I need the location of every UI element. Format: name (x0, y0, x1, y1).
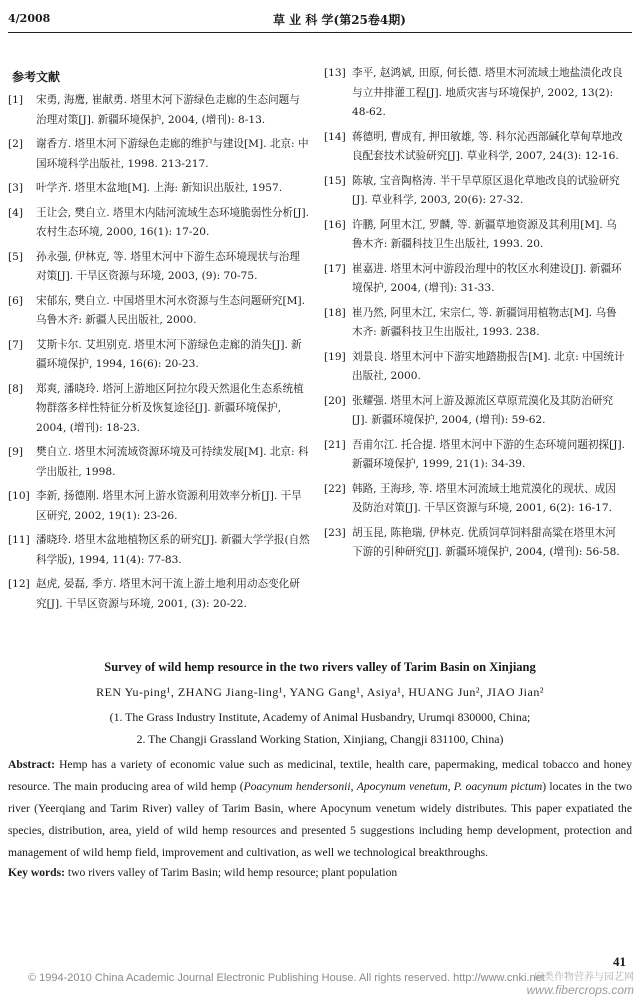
reference-text: 韩路, 王海珍, 等. 塔里木河流域土地荒漠化的现状、成因及防治对策[J]. 干旱区资源与环境, 2001, 6(2): 16-17. (352, 482, 616, 514)
keywords-label: Key words: (8, 866, 65, 879)
reference-item (8, 531, 310, 570)
reference-item (8, 179, 310, 199)
reference-text: 王让会, 樊自立. 塔里木内陆河流域生态环境脆弱性分析[J]. 农村生态环境, 2000, 16(1): 17-20. (36, 206, 310, 238)
reference-number: [10] (8, 490, 30, 502)
reference-text: 赵虎, 晏磊, 季方. 塔里木河干流上游土地利用动态变化研究[J]. 干旱区资源与环境, 2001, (3): 20-22. (36, 578, 300, 610)
reference-item (8, 91, 310, 130)
reference-item (324, 260, 626, 299)
reference-item (324, 216, 626, 255)
species-name-2: Apocynum venetum (356, 780, 448, 793)
reference-number: [7] (8, 338, 24, 351)
reference-number: [20] (324, 394, 346, 407)
reference-number: [8] (8, 382, 24, 395)
reference-number: [1] (8, 94, 24, 106)
author-list: REN Yu-ping¹, ZHANG Jiang-ling¹, YANG Gang¹, Asiya¹, HUANG Jun², JIAO Jian² (96, 685, 544, 699)
reference-text: 崔嘉进. 塔里木河中游段治理中的牧区水利建设[J]. 新疆环境保护, 2004, (增刊): 31-33. (352, 262, 622, 294)
reference-text: 陈敏, 宝音陶格涛. 半干旱草原区退化草地改良的试验研究[J]. 草业科学, 2003, 20(6): 27-32. (352, 174, 620, 206)
reference-number: [5] (8, 250, 24, 263)
issue-label: 4/2008 (8, 12, 51, 25)
reference-text: 李平, 赵鸿斌, 田原, 何长德. 塔里木河流域土地盐渍化改良与立井排灌工程[J]. 地质灾害与环境保护, 2002, 13(2): 48-62. (352, 67, 623, 118)
reference-item (8, 248, 310, 287)
abstract-label: Abstract: (8, 758, 56, 771)
site-watermark (527, 972, 634, 996)
reference-number: [23] (324, 526, 346, 539)
reference-text: 叶学齐. 塔里木盆地[M]. 上海: 新知识出版社, 1957. (36, 182, 283, 194)
reference-text: 胡玉昆, 陈艳瑞, 伊林克. 优质饲草饲料甜高粱在塔里木河下游的引种研究[J]. 新疆环境保护, 2004, (增刊): 56-58. (352, 526, 620, 558)
reference-text: 郑爽, 潘晓玲. 塔河上游地区阿拉尔段天然退化生态系统植物群落多样性特征分析及恢复途径[J]. 新疆环境保护, 2004, (增刊): 18-23. (36, 382, 304, 434)
reference-number: [3] (8, 182, 24, 194)
reference-number: [19] (324, 350, 346, 363)
watermark-line-2: www.fibercrops.com (526, 983, 634, 997)
species-name-3: P. oacynum pictum (453, 780, 543, 793)
separator: , (350, 780, 357, 793)
reference-item (8, 443, 310, 482)
reference-text: 孙永强, 伊林克, 等. 塔里木河中下游生态环境现状与治理对策[J]. 干旱区资源与环境, 2003, (9): 70-75. (36, 250, 300, 282)
reference-number: [15] (324, 174, 346, 187)
reference-item (324, 172, 626, 211)
reference-item (8, 336, 310, 375)
affiliations (8, 706, 632, 750)
journal-title: 草 业 科 学(第25卷4期) (273, 13, 406, 27)
reference-number: [14] (324, 130, 346, 143)
references-right-column (324, 0, 626, 568)
reference-item (8, 487, 310, 526)
affiliation-1: (1. The Grass Industry Institute, Academy of Animal Husbandry, Urumqi 830000, China; (109, 710, 531, 724)
reference-text: 樊自立. 塔里木河流域资源环境及可持续发展[M]. 北京: 科学出版社, 1998. (36, 446, 309, 478)
reference-number: [18] (324, 306, 346, 319)
reference-item (324, 392, 626, 431)
reference-text: 谢香方. 塔里木河下游绿色走廊的维护与建设[M]. 北京: 中国环境科学出版社, 1998. 213-217. (36, 138, 309, 170)
abstract-paragraph (8, 754, 632, 864)
species-name-1: Poacynum hendersonii (243, 780, 351, 793)
watermark-line-1: 麻类作物营养与园艺网 (534, 972, 634, 983)
reference-item (324, 64, 626, 123)
page-number: 41 (613, 954, 626, 969)
reference-item (8, 380, 310, 439)
reference-number: [2] (8, 138, 24, 150)
english-title: Survey of wild hemp resource in the two rivers valley of Tarim Basin on Xinjiang (104, 660, 536, 674)
reference-text: 宋郁东, 樊自立. 中国塔里木河水资源与生态问题研究[M]. 乌鲁木齐: 新疆人民出版社, 2000. (36, 294, 306, 326)
reference-item (324, 480, 626, 519)
reference-item (324, 524, 626, 563)
reference-item (324, 304, 626, 343)
reference-number: [12] (8, 578, 30, 590)
reference-item (8, 575, 310, 614)
reference-number: [9] (8, 446, 24, 458)
reference-text: 吾甫尔江. 托合提. 塔里木河中下游的生态环境问题初探[J]. 新疆环境保护, 1999, 21(1): 34-39. (352, 438, 626, 470)
reference-text: 宋勇, 海鹰, 崔献勇. 塔里木河下游绿色走廊的生态问题与治理对策[J]. 新疆环境保护, 2004, (增刊): 8-13. (36, 94, 300, 126)
references-left-column (8, 58, 310, 619)
reference-number: [13] (324, 67, 346, 79)
reference-item (8, 204, 310, 243)
reference-item (8, 292, 310, 331)
reference-item (324, 128, 626, 167)
reference-item (324, 436, 626, 475)
reference-text: 刘景良. 塔里木河中下游实地踏勘报告[M]. 北京: 中国统计出版社, 2000. (352, 350, 625, 382)
abstract-text-2: ) locates in the two river (Yeerqiang and Tarim River) valley of Tarim Basin, where Apocynum venetum widely distributes. This paper expatiated the species, distribution, area, yield of wild hemp resources and presented 5 suggestions including hemp development, protection and management of wild hemp field, improvement and cultivation, as well we technological breakthroughs. (8, 780, 633, 859)
affiliation-2: 2. The Changji Grassland Working Station, Xinjiang, Changji 831100, China) (136, 732, 504, 746)
reference-text: 崔乃然, 阿里木江, 宋宗仁, 等. 新疆饲用植物志[M]. 乌鲁木齐: 新疆科技卫生出版社, 1993. 238. (352, 306, 617, 338)
copyright-footer: © 1994-2010 China Academic Journal Electronic Publishing House. All rights reserved. http://www.cnki.net (28, 972, 545, 984)
reference-text: 许鹏, 阿里木江, 罗麟, 等. 新疆草地资源及其利用[M]. 乌鲁木齐: 新疆科技卫生出版社, 1993. 20. (352, 218, 617, 250)
references-title: 参考文献 (12, 70, 61, 84)
keywords-line (8, 866, 632, 879)
reference-text: 潘晓玲. 塔里木盆地植物区系的研究[J]. 新疆大学学报(自然科学版), 1994, 11(4): 77-83. (36, 534, 310, 566)
reference-number: [21] (324, 438, 346, 451)
reference-text: 蒋德明, 曹成有, 押田敏雄, 等. 科尔沁西部碱化草甸草地改良配套技术试验研究[J]. 草业科学, 2007, 24(3): 12-16. (352, 130, 623, 162)
reference-item (324, 348, 626, 387)
reference-number: [4] (8, 206, 24, 219)
reference-number: [16] (324, 218, 346, 231)
separator: , (447, 780, 454, 793)
reference-text: 艾斯卡尔. 艾坦别克. 塔里木河下游绿色走廊的消失[J]. 新疆环境保护, 1994, 16(6): 20-23. (36, 338, 302, 370)
abstract-text-1: Hemp has a variety of economic value such as medicinal, textile, health care, papermaking, medical tobacco and honey resource. The main producing area of wild hemp ( (8, 758, 632, 793)
reference-text: 李新, 扬德刚. 塔里木河上游水资源利用效率分析[J]. 干旱区研究, 2002, 19(1): 23-26. (36, 490, 302, 522)
references-section (8, 58, 632, 654)
reference-number: [22] (324, 482, 346, 495)
keywords-text: two rivers valley of Tarim Basin; wild hemp resource; plant population (65, 866, 398, 879)
english-abstract-block (8, 654, 632, 879)
reference-number: [17] (324, 262, 346, 275)
reference-text: 张耀强. 塔里木河上游及源流区草原荒漠化及其防治研究[J]. 新疆环境保护, 2004, (增刊): 59-62. (352, 394, 613, 426)
reference-number: [11] (8, 534, 30, 546)
reference-number: [6] (8, 294, 24, 307)
reference-item (8, 135, 310, 174)
